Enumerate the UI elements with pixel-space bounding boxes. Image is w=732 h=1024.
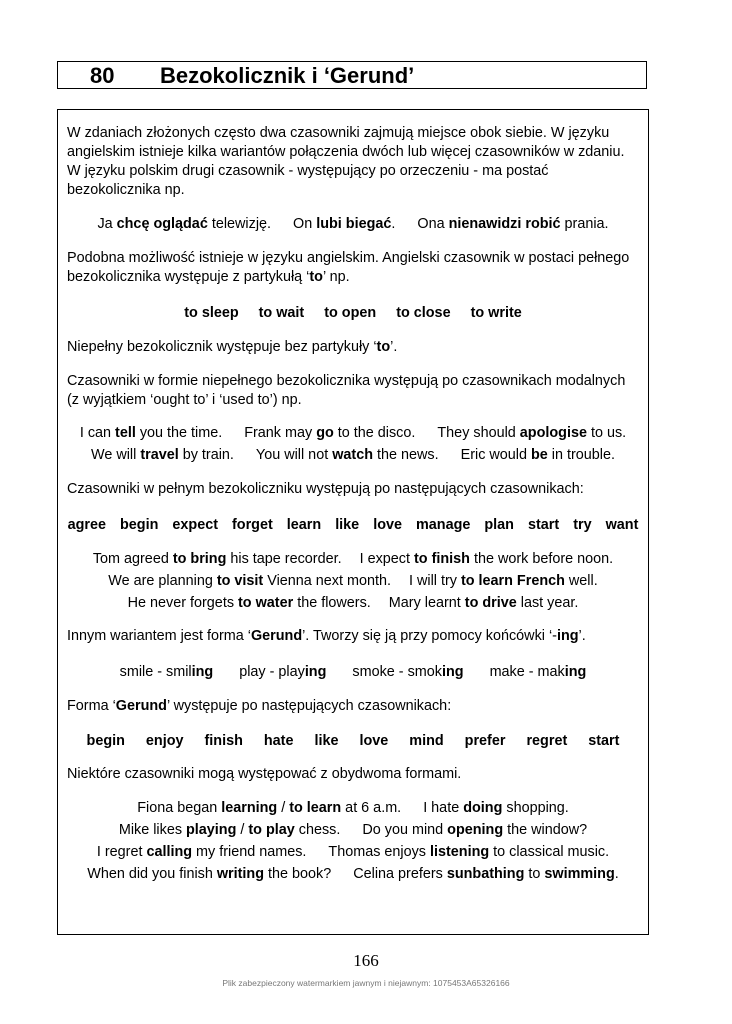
polish-examples: [58, 214, 648, 234]
example-sentence: I hate doing shopping.: [423, 800, 569, 816]
to-infinitive-list: [58, 303, 648, 323]
list-item: begin: [86, 733, 125, 749]
list-item: love: [359, 733, 389, 749]
list-item: to wait: [258, 305, 305, 321]
example-sentence: Eric would be in trouble.: [460, 447, 615, 463]
modal-examples-row: [58, 423, 648, 443]
list-item: plan: [484, 517, 514, 533]
example-sentence: Fiona began learning / to learn at 6 a.m.: [137, 800, 402, 816]
example-sentence: Do you mind opening the window?: [362, 822, 588, 838]
list-item: try: [573, 517, 592, 533]
example-sentence: Thomas enjoys listening to classical music.: [328, 844, 610, 860]
list-item: love: [373, 517, 402, 533]
list-item: play - playing: [239, 664, 327, 680]
list-item: make - making: [489, 664, 587, 680]
list-item: manage: [416, 517, 471, 533]
list-item: learn: [286, 517, 322, 533]
infinitive-verb-list: [58, 515, 648, 535]
para-bare-infinitive: Niepełny bezokolicznik występuje bez partykuły ‘to’.: [67, 339, 398, 355]
example-sentence: They should apologise to us.: [437, 425, 627, 441]
para-gerund-intro: Innym wariantem jest forma ‘Gerund’. Tworzy się ją przy pomocy końcówki ‘-ing’.: [67, 628, 586, 644]
both-examples-row: [58, 864, 648, 884]
para-modals: Czasowniki w formie niepełnego bezokolicznika występują po czasownikach modalnych (z wyjątkiem ‘ought to’ i ‘used to’) np.: [67, 373, 626, 408]
polish-example: Ona nienawidzi robić prania.: [417, 216, 609, 232]
example-sentence: Frank may go to the disco.: [244, 425, 416, 441]
list-item: to write: [470, 305, 522, 321]
watermark-footer: Plik zabezpieczony watermarkiem jawnym i niejawnym: 1075453A65326166: [222, 978, 510, 988]
both-examples-row: [58, 842, 648, 862]
infinitive-examples-row: [58, 571, 648, 591]
example-sentence: I regret calling my friend names.: [96, 844, 307, 860]
list-item: smoke - smoking: [352, 664, 464, 680]
list-item: forget: [232, 517, 273, 533]
list-item: mind: [409, 733, 444, 749]
example-sentence: I expect to finish the work before noon.: [359, 551, 614, 567]
gerund-verb-list: [58, 731, 648, 751]
page-number: 166: [353, 951, 379, 970]
lesson-title: Bezokolicznik i ‘Gerund’: [160, 63, 415, 88]
polish-example: On lubi biegać.: [293, 216, 396, 232]
para-both-forms: Niektóre czasowniki mogą występować z obydwoma formami.: [67, 766, 462, 782]
list-item: to open: [324, 305, 377, 321]
infinitive-examples-row: [58, 549, 648, 569]
list-item: start: [527, 517, 560, 533]
example-sentence: Mike likes playing / to play chess.: [118, 822, 341, 838]
para-full-infinitive: Podobna możliwość istnieje w języku angielskim. Angielski czasownik w postaci pełnego bezokolicznika występuje z partykułą ‘to’ np.: [67, 250, 630, 285]
list-item: begin: [120, 517, 159, 533]
content-box: [57, 109, 649, 935]
list-item: agree: [67, 517, 107, 533]
both-examples-row: [58, 820, 648, 840]
list-item: like: [335, 517, 360, 533]
example-sentence: When did you finish writing the book?: [87, 866, 332, 882]
list-item: to close: [396, 305, 451, 321]
example-sentence: I can tell you the time.: [79, 425, 223, 441]
modal-examples-row: [58, 445, 648, 465]
list-item: enjoy: [145, 733, 184, 749]
example-sentence: Tom agreed to bring his tape recorder.: [92, 551, 342, 567]
example-sentence: We are planning to visit Vienna next month.: [108, 573, 391, 589]
para-full-infinitive-verbs: Czasowniki w pełnym bezokoliczniku występują po następujących czasownikach:: [67, 481, 584, 497]
list-item: prefer: [464, 733, 506, 749]
para-gerund-verbs: Forma ‘Gerund’ występuje po następujących czasownikach:: [67, 698, 452, 714]
polish-example: Ja chcę oglądać telewizję.: [97, 216, 272, 232]
list-item: regret: [526, 733, 568, 749]
example-sentence: You will not watch the news.: [255, 447, 439, 463]
example-sentence: I will try to learn French well.: [408, 573, 598, 589]
lesson-header: [57, 61, 647, 89]
list-item: to sleep: [184, 305, 239, 321]
list-item: smile - smiling: [119, 664, 214, 680]
ing-form-list: [58, 662, 648, 682]
example-sentence: Mary learnt to drive last year.: [388, 595, 579, 611]
example-sentence: Celina prefers sunbathing to swimming.: [353, 866, 619, 882]
list-item: finish: [204, 733, 243, 749]
example-sentence: He never forgets to water the flowers.: [127, 595, 371, 611]
infinitive-examples-row: [58, 593, 648, 613]
list-item: like: [314, 733, 339, 749]
lesson-number: 80: [90, 63, 115, 88]
list-item: expect: [172, 517, 218, 533]
list-item: want: [605, 517, 639, 533]
example-sentence: We will travel by train.: [91, 447, 234, 463]
list-item: hate: [263, 733, 294, 749]
list-item: start: [588, 733, 620, 749]
intro-paragraph: W zdaniach złożonych często dwa czasowniki zajmują miejsce obok siebie. W języku angielskim istnieje kilka wariantów połączenia dwóch lub więcej czasowników w zdaniu. W języku polskim drugi czasownik - występujący po orzeczeniu - ma postać bezokolicznika np.: [67, 125, 625, 198]
both-examples-row: [58, 798, 648, 818]
